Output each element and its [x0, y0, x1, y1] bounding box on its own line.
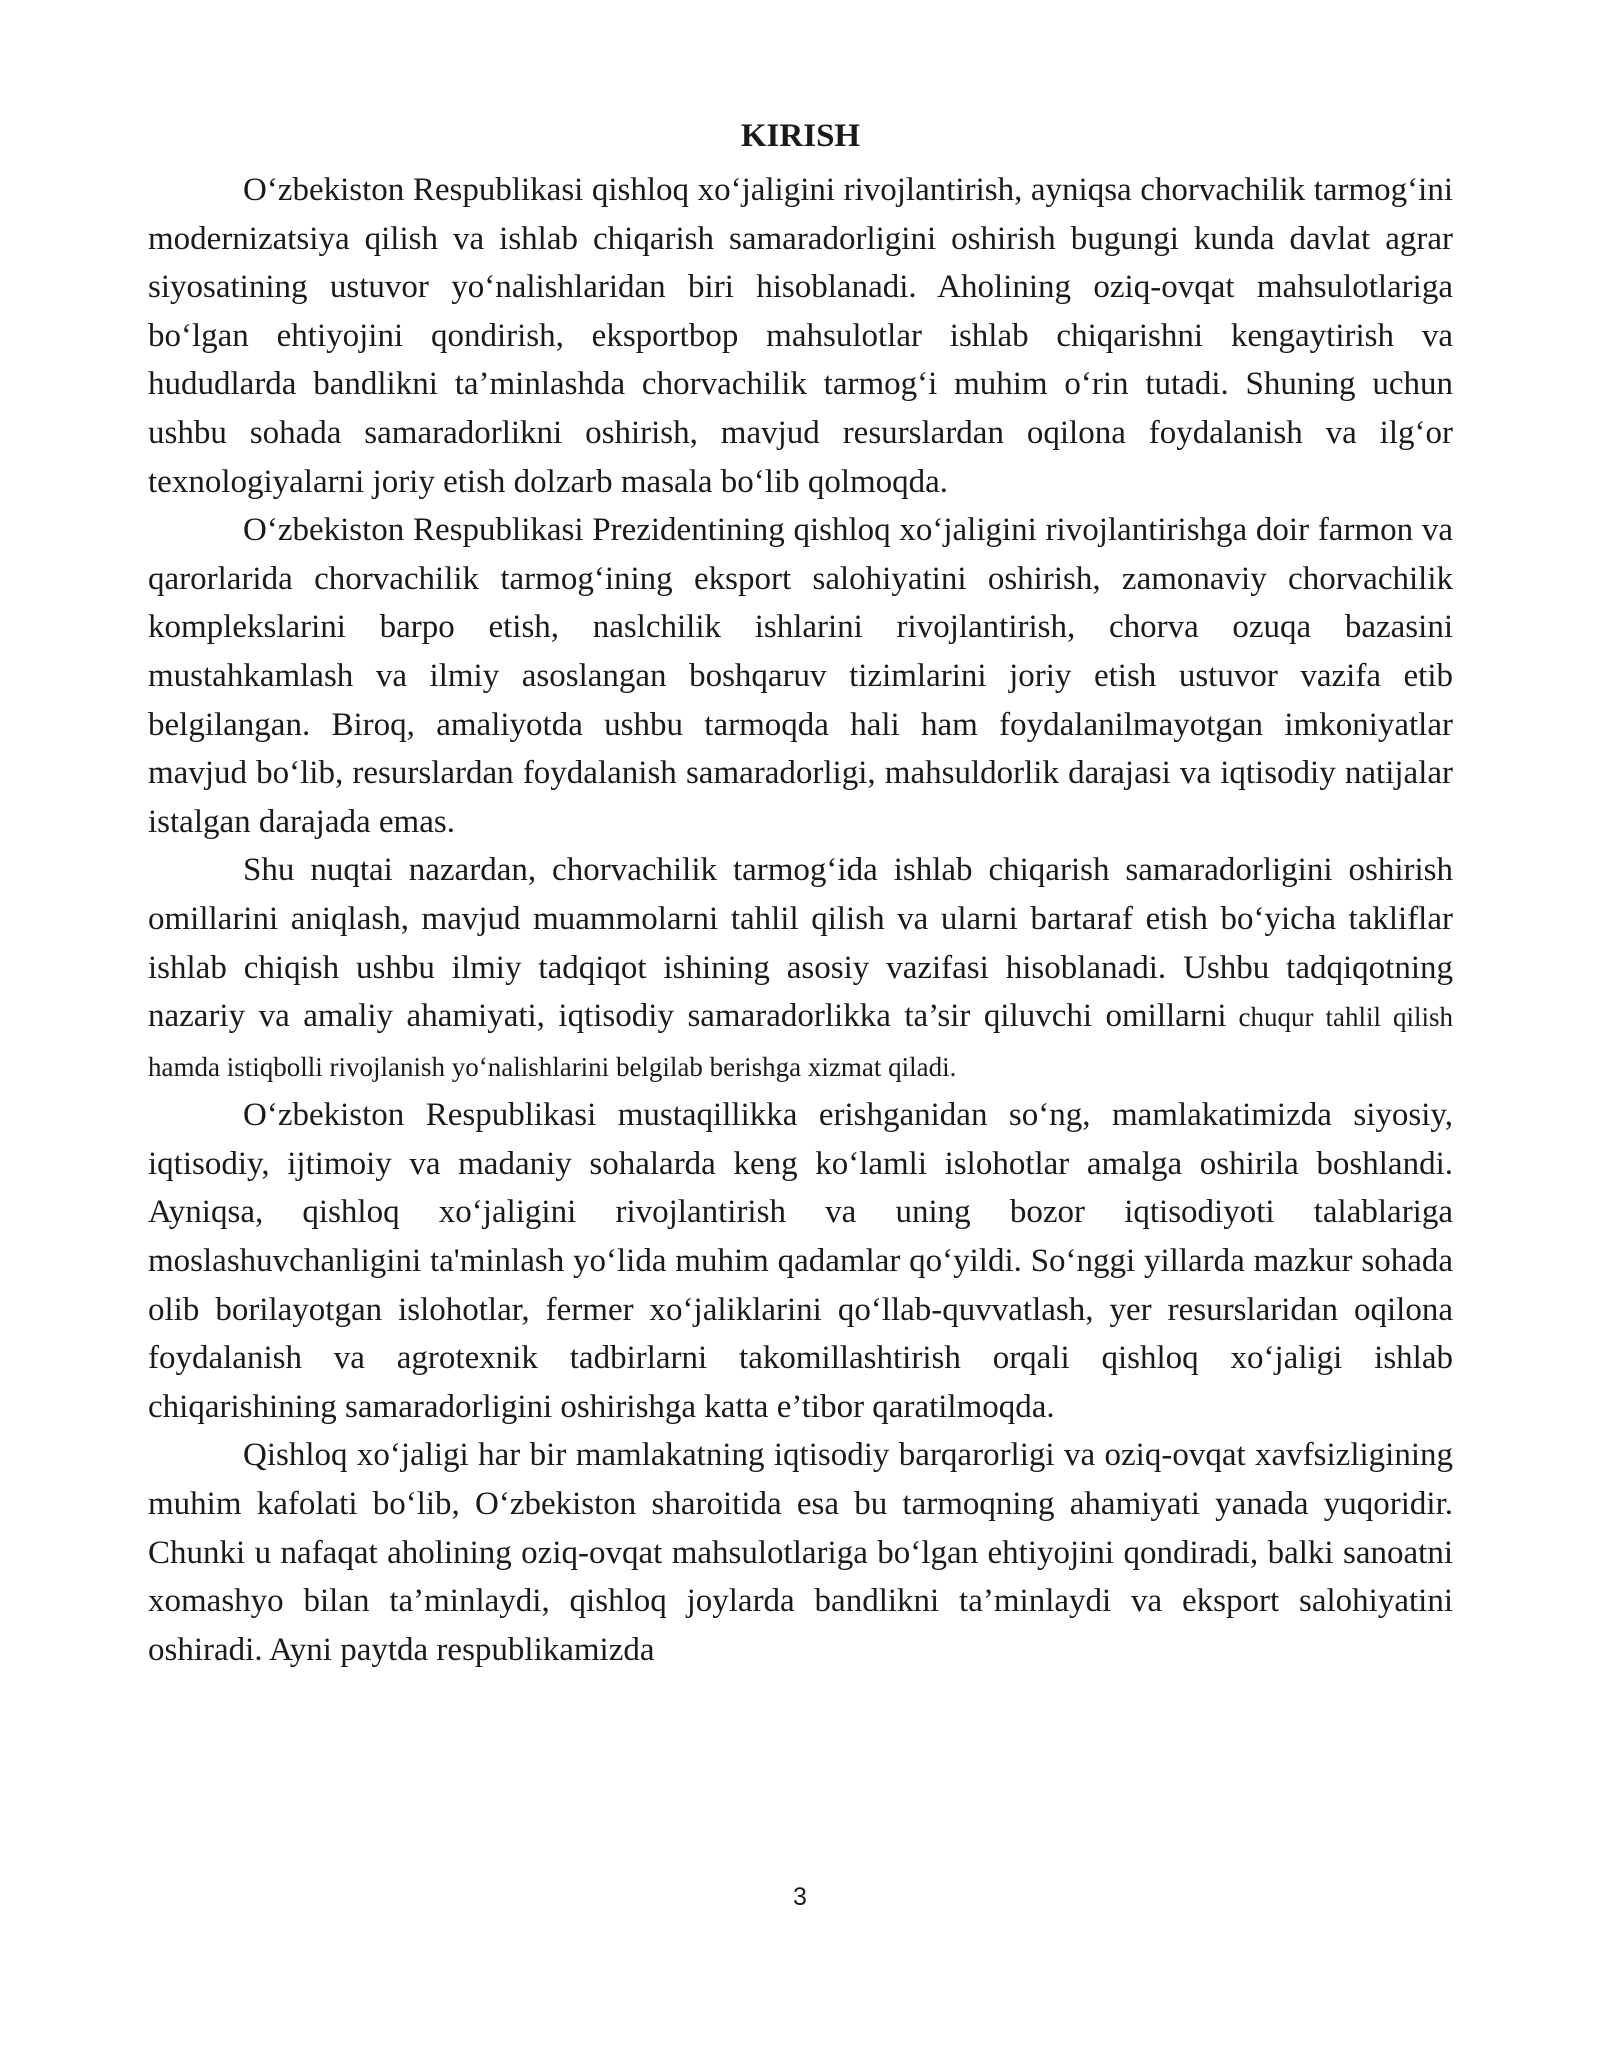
- paragraph-3-text: Shu nuqtai nazardan, chorvachilik tarmog‘ida ishlab chiqarish samaradorligini oshirish omillarini aniqlash, mavjud muammolarni tahlil qilish va ularni bartaraf etish bo‘yicha takliflar ishlab chiqish ushbu ilmiy tadqiqot ishining asosiy vazifasi hisoblanadi. Ushbu tadqiqotning nazariy va amaliy ahamiyati, iqtisodiy samaradorlikka ta’sir qiluvchi omillarni: [148, 852, 1453, 1035]
- page-content: [148, 112, 1453, 1674]
- paragraph-4-text: O‘zbekiston Respublikasi mustaqillikka erishganidan so‘ng, mamlakatimizda siyosiy, iqtisodiy, ijtimoiy va madaniy sohalarda keng ko‘lamli islohotlar amalga oshirila boshlandi. Ayniqsa, qishloq xo‘jaligini rivojlantirish va uning bozor iqtisodiyoti talablariga moslashuvchanligini ta'minlash yo‘lida muhim qadamlar qo‘yildi. So‘nggi yillarda mazkur sohada olib borilayotgan islohotlar, fermer xo‘jaliklarini qo‘llab-quvvatlash, yer resurslaridan oqilona foydalanish va agrotexnik tadbirlarni takomillashtirish orqali qishloq xo‘jaligi ishlab chiqarishining samaradorligini oshirishga katta e’tibor qaratilmoqda.: [148, 1097, 1453, 1425]
- paragraph-3: [148, 846, 1453, 1091]
- paragraph-5-text: Qishloq xo‘jaligi har bir mamlakatning iqtisodiy barqarorligi va oziq-ovqat xavfsizligining muhim kafolati bo‘lib, O‘zbekiston sharoitida esa bu tarmoqning ahamiyati yanada yuqoridir. Chunki u nafaqat aholining oziq-ovqat mahsulotlariga bo‘lgan ehtiyojini qondiradi, balki sanoatni xomashyo bilan ta’minlaydi, qishloq joylarda bandlikni ta’minlaydi va eksport salohiyatini oshiradi. Ayni paytda respublikamizda: [148, 1437, 1453, 1668]
- paragraph-2: [148, 506, 1453, 846]
- page-number: 3: [793, 1883, 807, 1911]
- paragraph-2-text: O‘zbekiston Respublikasi Prezidentining qishloq xo‘jaligini rivojlantirishga doir farmon va qarorlarida chorvachilik tarmog‘ining eksport salohiyatini oshirish, zamonaviy chorvachilik komplekslarini barpo etish, naslchilik ishlarini rivojlantirish, chorva ozuqa bazasini mustahkamlash va ilmiy asoslangan boshqaruv tizimlarini joriy etish ustuvor vazifa etib belgilangan. Biroq, amaliyotda ushbu tarmoqda hali ham foydalanilmayotgan imkoniyatlar mavjud bo‘lib, resurslardan foydalanish samaradorligi, mahsuldorlik darajasi va iqtisodiy natijalar istalgan darajada emas.: [148, 512, 1453, 840]
- paragraph-4: [148, 1091, 1453, 1431]
- paragraph-3-small-text: chuqur tahlil qilish hamda istiqbolli rivojlanish yo‘nalishlarini belgilab berishga xizmat qiladi.: [148, 1002, 1453, 1082]
- paragraph-1-text: O‘zbekiston Respublikasi qishloq xo‘jaligini rivojlantirish, ayniqsa chorvachilik tarmog‘ini modernizatsiya qilish va ishlab chiqarish samaradorligini oshirish bugungi kunda davlat agrar siyosatining ustuvor yo‘nalishlaridan biri hisoblanadi. Aholining oziq-ovqat mahsulotlariga bo‘lgan ehtiyojini qondirish, eksportbop mahsulotlar ishlab chiqarishni kengaytirish va hududlarda bandlikni ta’minlashda chorvachilik tarmog‘i muhim o‘rin tutadi. Shuning uchun ushbu sohada samaradorlikni oshirish, mavjud resurslardan oqilona foydalanish va ilg‘or texnologiyalarni joriy etish dolzarb masala bo‘lib qolmoqda.: [148, 172, 1453, 500]
- section-title: KIRISH: [740, 118, 861, 154]
- paragraph-5: [148, 1431, 1453, 1674]
- paragraph-1: [148, 166, 1453, 506]
